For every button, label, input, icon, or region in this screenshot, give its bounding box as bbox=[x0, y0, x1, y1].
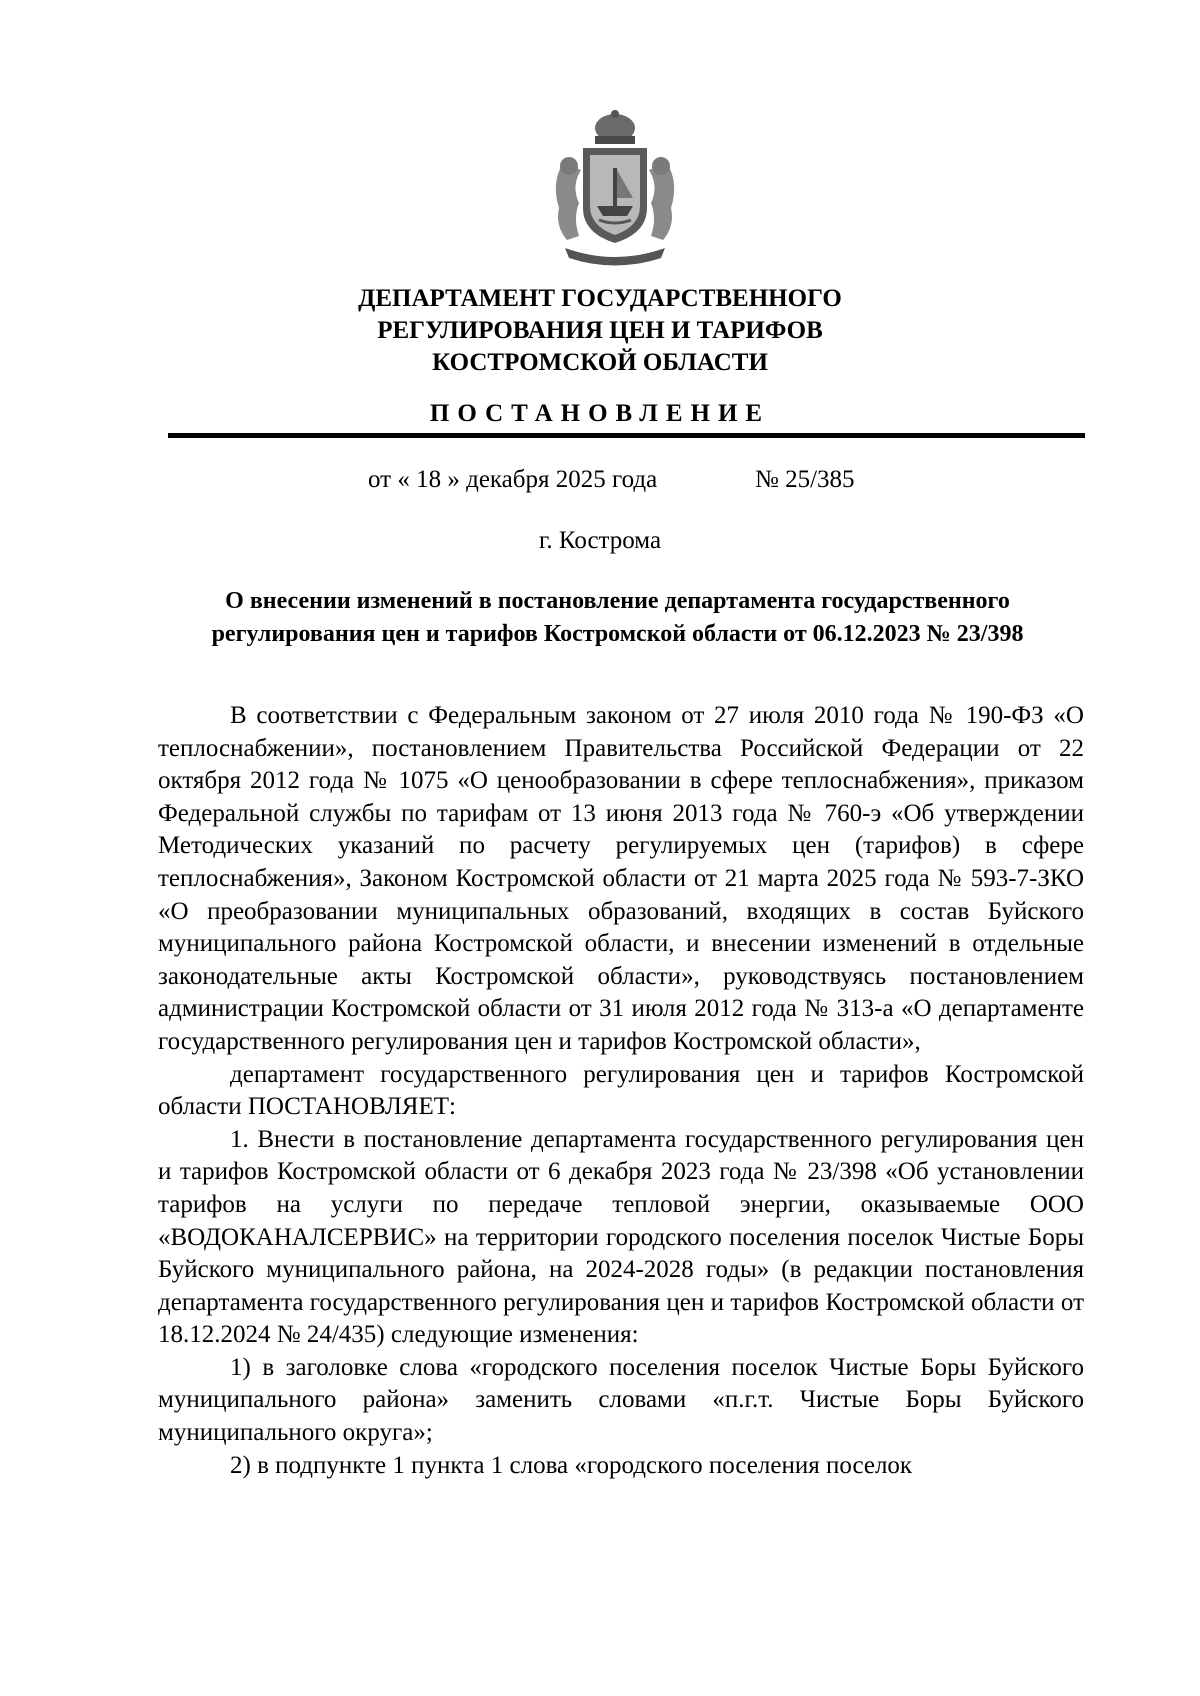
org-name-line-3: КОСТРОМСКОЙ ОБЛАСТИ bbox=[432, 349, 768, 376]
document-number: № 25/385 bbox=[755, 466, 855, 493]
document-title: О внесении изменений в постановление департамента государственного регулирования цен и тарифов Костромской области от 06.12.2023 № 23/398 bbox=[211, 588, 1024, 647]
item-1-paragraph: 1. Внести в постановление департамента государственного регулирования цен и тарифов Костромской области от 6 декабря 2023 года № 23/398 «Об установлении тарифов на услуги по передаче тепловой энергии, оказываемые ООО «ВОДОКАНАЛСЕРВИС» на территории городского поселения поселок Чистые Боры Буйского муниципального района, на 2024-2028 годы» (в редакции постановления департамента государственного регулирования цен и тарифов Костромской области от 18.12.2024 № 24/435) следующие изменения: bbox=[158, 1125, 1084, 1349]
resolves-paragraph: департамент государственного регулирования цен и тарифов Костромской области ПОСТАНОВЛЯЕТ: bbox=[158, 1060, 1084, 1121]
org-name-line-2: РЕГУЛИРОВАНИЯ ЦЕН И ТАРИФОВ bbox=[377, 317, 823, 344]
org-name-line-1: ДЕПАРТАМЕНТ ГОСУДАРСТВЕННОГО bbox=[358, 285, 842, 312]
header-divider bbox=[168, 433, 1085, 438]
kostroma-coat-of-arms-icon bbox=[545, 108, 685, 268]
document-body bbox=[158, 700, 1084, 1482]
subitem-1-paragraph: 1) в заголовке слова «городского поселения поселок Чистые Боры Буйского муниципального района» заменить словами «п.г.т. Чистые Боры Буйского муниципального округа»; bbox=[158, 1353, 1084, 1447]
preamble-paragraph: В соответствии с Федеральным законом от 27 июля 2010 года № 190-ФЗ «О теплоснабжении», постановлением Правительства Российской Федерации от 22 октября 2012 года № 1075 «О ценообразовании в сфере теплоснабжения», приказом Федеральной службы по тарифам от 13 июня 2013 года № 760-э «Об утверждении Методических указаний по расчету регулируемых цен (тарифов) в сфере теплоснабжения», Законом Костромской области от 21 марта 2025 года № 593-7-ЗКО «О преобразовании муниципальных образований, входящих в состав Буйского муниципального района Костромской области, и внесении изменений в отдельные законодательные акты Костромской области», руководствуясь постановлением администрации Костромской области от 31 июля 2012 года № 313-а «О департаменте государственного регулирования цен и тарифов Костромской области», bbox=[158, 702, 1084, 1055]
document-type-heading: ПОСТАНОВЛЕНИЕ bbox=[429, 400, 771, 427]
subitem-2-paragraph: 2) в подпункте 1 пункта 1 слова «городского поселения поселок bbox=[230, 1451, 913, 1479]
document-date: от « 18 » декабря 2025 года bbox=[368, 466, 658, 493]
document-city: г. Кострома bbox=[538, 527, 662, 554]
